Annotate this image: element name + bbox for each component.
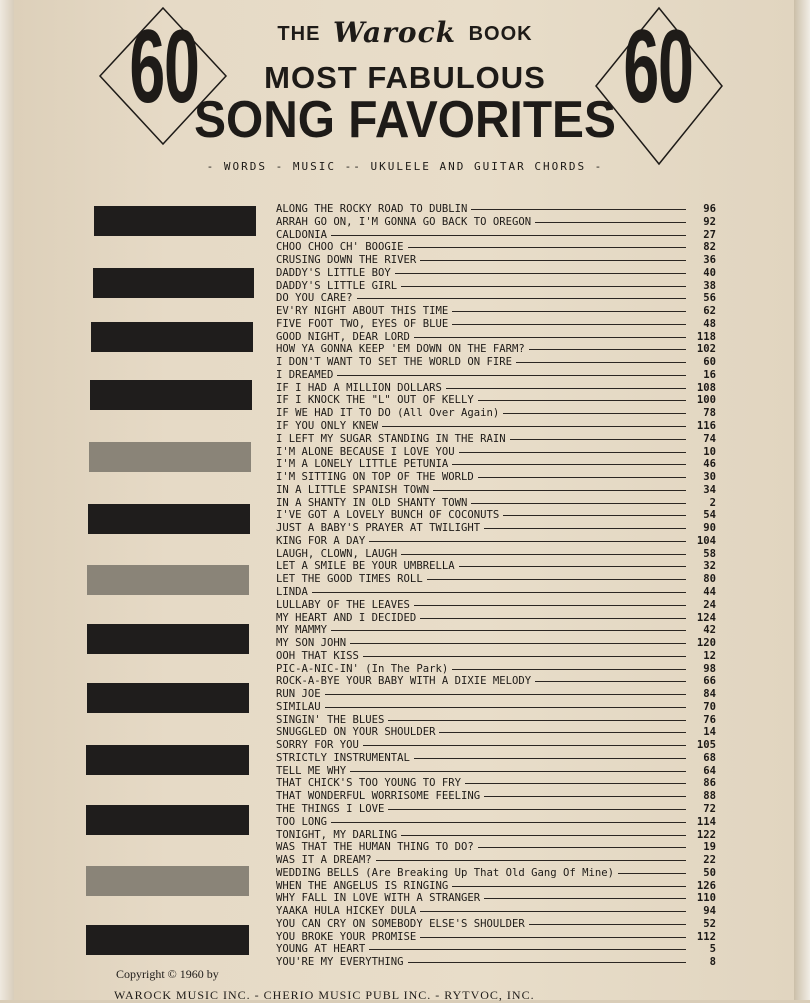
song-entry xyxy=(276,433,716,446)
song-title: WHY FALL IN LOVE WITH A STRANGER xyxy=(276,892,481,905)
dot-leader-line xyxy=(420,937,686,938)
song-entry xyxy=(276,446,716,459)
song-title: I DREAMED xyxy=(276,368,334,381)
dot-leader-line xyxy=(414,758,686,759)
song-title: LULLABY OF THE LEAVES xyxy=(276,598,410,611)
song-page-number: 56 xyxy=(703,292,716,305)
song-entry xyxy=(276,458,716,471)
dot-leader-line xyxy=(503,515,686,516)
song-entry xyxy=(276,509,716,522)
song-page-number: 74 xyxy=(703,432,716,445)
song-title: MY HEART AND I DECIDED xyxy=(276,611,417,624)
song-page-number: 105 xyxy=(696,739,716,752)
song-page-number: 94 xyxy=(703,905,716,918)
song-page-number: 122 xyxy=(696,828,716,841)
song-page-number: 116 xyxy=(696,420,716,433)
dot-leader-line xyxy=(516,362,686,363)
piano-key xyxy=(87,683,249,713)
dot-leader-line xyxy=(312,592,686,593)
dot-leader-line xyxy=(420,260,686,261)
dot-leader-line xyxy=(337,375,686,376)
dot-leader-line xyxy=(484,528,686,529)
piano-key xyxy=(87,624,249,654)
dot-leader-line xyxy=(503,413,686,414)
dot-leader-line xyxy=(414,337,686,338)
song-page-number: 10 xyxy=(703,445,716,458)
song-title: I'M SITTING ON TOP OF THE WORLD xyxy=(276,471,474,484)
dot-leader-line xyxy=(471,209,686,210)
dot-leader-line xyxy=(535,681,686,682)
dot-leader-line xyxy=(529,349,686,350)
song-title: MY MAMMY xyxy=(276,624,328,637)
song-title: I DON'T WANT TO SET THE WORLD ON FIRE xyxy=(276,356,512,369)
song-entry xyxy=(276,765,716,778)
dot-leader-line xyxy=(452,311,686,312)
song-title: TONIGHT, MY DARLING xyxy=(276,828,398,841)
song-title: HOW YA GONNA KEEP 'EM DOWN ON THE FARM? xyxy=(276,343,525,356)
song-page-number: 16 xyxy=(703,368,716,381)
song-entry xyxy=(276,663,716,676)
song-page-number: 78 xyxy=(703,407,716,420)
song-title: SIMILAU xyxy=(276,700,321,713)
song-title: WEDDING BELLS (Are Breaking Up That Old Gang Of Mine) xyxy=(276,866,615,879)
song-entry xyxy=(276,675,716,688)
song-entry xyxy=(276,943,716,956)
song-title: ALONG THE ROCKY ROAD TO DUBLIN xyxy=(276,203,468,215)
dot-leader-line xyxy=(439,732,686,733)
song-page-number: 14 xyxy=(703,726,716,739)
song-entry xyxy=(276,331,716,344)
dot-leader-line xyxy=(452,669,686,670)
song-page-number: 86 xyxy=(703,777,716,790)
song-entry xyxy=(276,229,716,242)
dot-leader-line xyxy=(376,860,686,861)
song-entry xyxy=(276,624,716,637)
song-page-number: 84 xyxy=(703,688,716,701)
dot-leader-line xyxy=(325,707,686,708)
song-entry xyxy=(276,650,716,663)
dot-leader-line xyxy=(484,796,686,797)
dot-leader-line xyxy=(420,618,686,619)
song-title: YOU CAN CRY ON SOMEBODY ELSE'S SHOULDER xyxy=(276,917,525,930)
song-entry xyxy=(276,905,716,918)
dot-leader-line xyxy=(484,898,686,899)
dot-leader-line xyxy=(446,388,686,389)
song-title: YOU BROKE YOUR PROMISE xyxy=(276,930,417,943)
song-title: I'M A LONELY LITTLE PETUNIA xyxy=(276,458,449,471)
song-entry xyxy=(276,292,716,305)
song-entry xyxy=(276,560,716,573)
song-entry xyxy=(276,407,716,420)
song-page-number: 118 xyxy=(696,330,716,343)
count-left: 60 xyxy=(129,9,199,125)
dot-leader-line xyxy=(363,745,686,746)
dot-leader-line xyxy=(408,247,686,248)
song-entry xyxy=(276,548,716,561)
dot-leader-line xyxy=(471,503,686,504)
song-page-number: 22 xyxy=(703,854,716,867)
dot-leader-line xyxy=(350,643,686,644)
song-entry xyxy=(276,612,716,625)
publisher-line: WAROCK MUSIC INC. - CHERIO MUSIC PUBL INC. - RYTVOC, INC. xyxy=(114,988,535,1002)
song-entry xyxy=(276,394,716,407)
dot-leader-line xyxy=(388,720,686,721)
title-prefix: THE xyxy=(277,23,321,45)
dot-leader-line xyxy=(420,911,686,912)
brand-name: Warock xyxy=(332,16,457,49)
song-title: CHOO CHOO CH' BOOGIE xyxy=(276,241,404,254)
dot-leader-line xyxy=(369,949,686,950)
song-entry xyxy=(276,790,716,803)
song-title: LET THE GOOD TIMES ROLL xyxy=(276,573,423,586)
dot-leader-line xyxy=(452,324,686,325)
dot-leader-line xyxy=(433,490,686,491)
song-entry xyxy=(276,867,716,880)
song-title: YOU'RE MY EVERYTHING xyxy=(276,956,404,969)
song-title: LINDA xyxy=(276,585,308,598)
dot-leader-line xyxy=(331,235,686,236)
song-page-number: 66 xyxy=(703,675,716,688)
song-entry xyxy=(276,369,716,382)
song-page-number: 100 xyxy=(696,394,716,407)
song-page-number: 24 xyxy=(703,598,716,611)
dot-leader-line xyxy=(401,835,686,836)
song-entry xyxy=(276,752,716,765)
song-page-number: 82 xyxy=(703,241,716,254)
song-page-number: 76 xyxy=(703,713,716,726)
song-title: OOH THAT KISS xyxy=(276,649,359,662)
song-title: IN A LITTLE SPANISH TOWN xyxy=(276,483,430,496)
song-page-number: 40 xyxy=(703,266,716,279)
song-page-number: 50 xyxy=(703,866,716,879)
song-title: YOUNG AT HEART xyxy=(276,943,366,956)
song-page-number: 54 xyxy=(703,509,716,522)
song-page-number: 98 xyxy=(703,662,716,675)
song-entry xyxy=(276,497,716,510)
dot-leader-line xyxy=(529,924,686,925)
song-entry xyxy=(276,484,716,497)
song-title: I'M ALONE BECAUSE I LOVE YOU xyxy=(276,445,455,458)
song-page-number: 70 xyxy=(703,700,716,713)
song-title: IF YOU ONLY KNEW xyxy=(276,420,379,433)
song-title: LAUGH, CLOWN, LAUGH xyxy=(276,547,398,560)
song-entry xyxy=(276,892,716,905)
song-entry xyxy=(276,841,716,854)
song-title: CRUSING DOWN THE RIVER xyxy=(276,254,417,267)
song-title: EV'RY NIGHT ABOUT THIS TIME xyxy=(276,305,449,318)
song-title: SNUGGLED ON YOUR SHOULDER xyxy=(276,726,436,739)
song-title: IF I KNOCK THE "L" OUT OF KELLY xyxy=(276,394,474,407)
dot-leader-line xyxy=(369,541,686,542)
song-page-number: 126 xyxy=(696,879,716,892)
song-title: GOOD NIGHT, DEAR LORD xyxy=(276,330,410,343)
dot-leader-line xyxy=(459,452,686,453)
dot-leader-line xyxy=(535,222,686,223)
song-entry xyxy=(276,803,716,816)
dot-leader-line xyxy=(478,847,686,848)
song-entry xyxy=(276,343,716,356)
song-entry xyxy=(276,854,716,867)
song-entry xyxy=(276,816,716,829)
piano-key xyxy=(91,322,253,352)
song-title: RUN JOE xyxy=(276,688,321,701)
song-page-number: 62 xyxy=(703,305,716,318)
song-page-number: 96 xyxy=(703,203,716,215)
song-entry xyxy=(276,522,716,535)
song-entry xyxy=(276,356,716,369)
song-entry xyxy=(276,241,716,254)
song-page-number: 112 xyxy=(696,930,716,943)
song-entry xyxy=(276,586,716,599)
song-title: KING FOR A DAY xyxy=(276,534,366,547)
song-entry xyxy=(276,739,716,752)
song-title: DO YOU CARE? xyxy=(276,292,353,305)
song-title: SORRY FOR YOU xyxy=(276,739,359,752)
song-page-number: 102 xyxy=(696,343,716,356)
book-header xyxy=(0,0,810,190)
song-page-number: 114 xyxy=(696,815,716,828)
song-title: THAT WONDERFUL WORRISOME FEELING xyxy=(276,790,481,803)
song-entry xyxy=(276,420,716,433)
song-title: IF I HAD A MILLION DOLLARS xyxy=(276,381,442,394)
dot-leader-line xyxy=(395,273,686,274)
title-line-2: SONG FAVORITES xyxy=(194,91,616,149)
song-entry xyxy=(276,216,716,229)
dot-leader-line xyxy=(452,886,686,887)
song-page-number: 8 xyxy=(709,956,716,969)
piano-key xyxy=(88,504,250,534)
song-title: DADDY'S LITTLE BOY xyxy=(276,266,391,279)
song-page-number: 2 xyxy=(709,496,716,509)
dot-leader-line xyxy=(510,439,686,440)
dot-leader-line xyxy=(401,554,686,555)
song-page-number: 120 xyxy=(696,637,716,650)
song-page-number: 108 xyxy=(696,381,716,394)
dot-leader-line xyxy=(478,400,686,401)
song-page-number: 68 xyxy=(703,751,716,764)
dot-leader-line xyxy=(357,298,686,299)
song-title: STRICTLY INSTRUMENTAL xyxy=(276,751,410,764)
song-page-number: 60 xyxy=(703,356,716,369)
title-suffix: BOOK xyxy=(468,23,533,45)
song-page-number: 72 xyxy=(703,802,716,815)
piano-key xyxy=(89,442,251,472)
song-page-number: 110 xyxy=(696,892,716,905)
song-entry xyxy=(276,280,716,293)
dot-leader-line xyxy=(452,464,686,465)
song-page-number: 48 xyxy=(703,317,716,330)
song-entry xyxy=(276,637,716,650)
piano-key xyxy=(94,206,256,236)
song-title: I LEFT MY SUGAR STANDING IN THE RAIN xyxy=(276,432,506,445)
song-page-number: 38 xyxy=(703,279,716,292)
song-title: PIC-A-NIC-IN' (In The Park) xyxy=(276,662,449,675)
song-page-number: 52 xyxy=(703,917,716,930)
dot-leader-line xyxy=(618,873,686,874)
dot-leader-line xyxy=(478,477,686,478)
song-title: IF WE HAD IT TO DO (All Over Again) xyxy=(276,407,500,420)
dot-leader-line xyxy=(331,630,686,631)
dot-leader-line xyxy=(408,962,686,963)
piano-key xyxy=(86,745,249,775)
dot-leader-line xyxy=(459,566,686,567)
song-title: MY SON JOHN xyxy=(276,637,347,650)
song-page-number: 27 xyxy=(703,228,716,241)
song-entry xyxy=(276,918,716,931)
song-page-number: 42 xyxy=(703,624,716,637)
song-page-number: 34 xyxy=(703,483,716,496)
song-title: ARRAH GO ON, I'M GONNA GO BACK TO OREGON xyxy=(276,215,532,228)
song-entry xyxy=(276,701,716,714)
song-title: YAAKA HULA HICKEY DULA xyxy=(276,905,417,918)
song-title: JUST A BABY'S PRAYER AT TWILIGHT xyxy=(276,522,481,535)
song-entry xyxy=(276,382,716,395)
dot-leader-line xyxy=(414,605,686,606)
song-title: CALDONIA xyxy=(276,228,328,241)
song-entry xyxy=(276,829,716,842)
song-title: ROCK-A-BYE YOUR BABY WITH A DIXIE MELODY xyxy=(276,675,532,688)
song-entry xyxy=(276,573,716,586)
dot-leader-line xyxy=(465,783,686,784)
song-title: THAT CHICK'S TOO YOUNG TO FRY xyxy=(276,777,461,790)
piano-key xyxy=(93,268,254,298)
song-page-number: 12 xyxy=(703,649,716,662)
song-page-number: 58 xyxy=(703,547,716,560)
song-title: LET A SMILE BE YOUR UMBRELLA xyxy=(276,560,455,573)
song-page-number: 80 xyxy=(703,573,716,586)
song-entry xyxy=(276,726,716,739)
song-entry xyxy=(276,931,716,944)
song-page-number: 5 xyxy=(709,943,716,956)
song-title: SINGIN' THE BLUES xyxy=(276,713,385,726)
dot-leader-line xyxy=(325,694,686,695)
copyright-notice: Copyright © 1960 by xyxy=(116,967,219,981)
song-page-number: 46 xyxy=(703,458,716,471)
song-page-number: 92 xyxy=(703,215,716,228)
song-entry xyxy=(276,318,716,331)
song-title: TOO LONG xyxy=(276,815,328,828)
song-page-number: 90 xyxy=(703,522,716,535)
song-entry xyxy=(276,203,716,216)
song-entry xyxy=(276,599,716,612)
song-entry xyxy=(276,714,716,727)
song-entry xyxy=(276,267,716,280)
song-page-number: 32 xyxy=(703,560,716,573)
song-title: FIVE FOOT TWO, EYES OF BLUE xyxy=(276,317,449,330)
song-entry xyxy=(276,956,716,969)
piano-key xyxy=(86,866,249,896)
song-page-number: 64 xyxy=(703,764,716,777)
count-right: 60 xyxy=(623,9,693,125)
song-index xyxy=(276,203,716,969)
song-title: I'VE GOT A LOVELY BUNCH OF COCONUTS xyxy=(276,509,500,522)
song-title: WHEN THE ANGELUS IS RINGING xyxy=(276,879,449,892)
dot-leader-line xyxy=(382,426,686,427)
piano-key xyxy=(90,380,252,410)
song-entry xyxy=(276,254,716,267)
song-title: DADDY'S LITTLE GIRL xyxy=(276,279,398,292)
song-entry xyxy=(276,535,716,548)
song-page-number: 104 xyxy=(696,534,716,547)
tagline: - WORDS - MUSIC -- UKULELE AND GUITAR CHORDS - xyxy=(206,160,604,173)
dot-leader-line xyxy=(331,822,686,823)
song-page-number: 19 xyxy=(703,841,716,854)
song-page-number: 124 xyxy=(696,611,716,624)
piano-key xyxy=(87,565,249,595)
dot-leader-line xyxy=(350,771,686,772)
song-entry xyxy=(276,880,716,893)
song-entry xyxy=(276,305,716,318)
song-page-number: 36 xyxy=(703,254,716,267)
song-entry xyxy=(276,471,716,484)
song-entry xyxy=(276,777,716,790)
song-title: TELL ME WHY xyxy=(276,764,347,777)
song-title: WAS IT A DREAM? xyxy=(276,854,372,867)
song-title: WAS THAT THE HUMAN THING TO DO? xyxy=(276,841,474,854)
song-title: IN A SHANTY IN OLD SHANTY TOWN xyxy=(276,496,468,509)
song-page-number: 88 xyxy=(703,790,716,803)
song-page-number: 44 xyxy=(703,585,716,598)
piano-key xyxy=(86,805,249,835)
song-title: THE THINGS I LOVE xyxy=(276,802,385,815)
song-page-number: 30 xyxy=(703,471,716,484)
song-entry xyxy=(276,688,716,701)
title-line-1: MOST FABULOUS xyxy=(264,60,546,95)
dot-leader-line xyxy=(401,286,686,287)
piano-key xyxy=(86,925,249,955)
dot-leader-line xyxy=(427,579,686,580)
dot-leader-line xyxy=(363,656,686,657)
dot-leader-line xyxy=(388,809,686,810)
book-title-line xyxy=(0,14,810,47)
